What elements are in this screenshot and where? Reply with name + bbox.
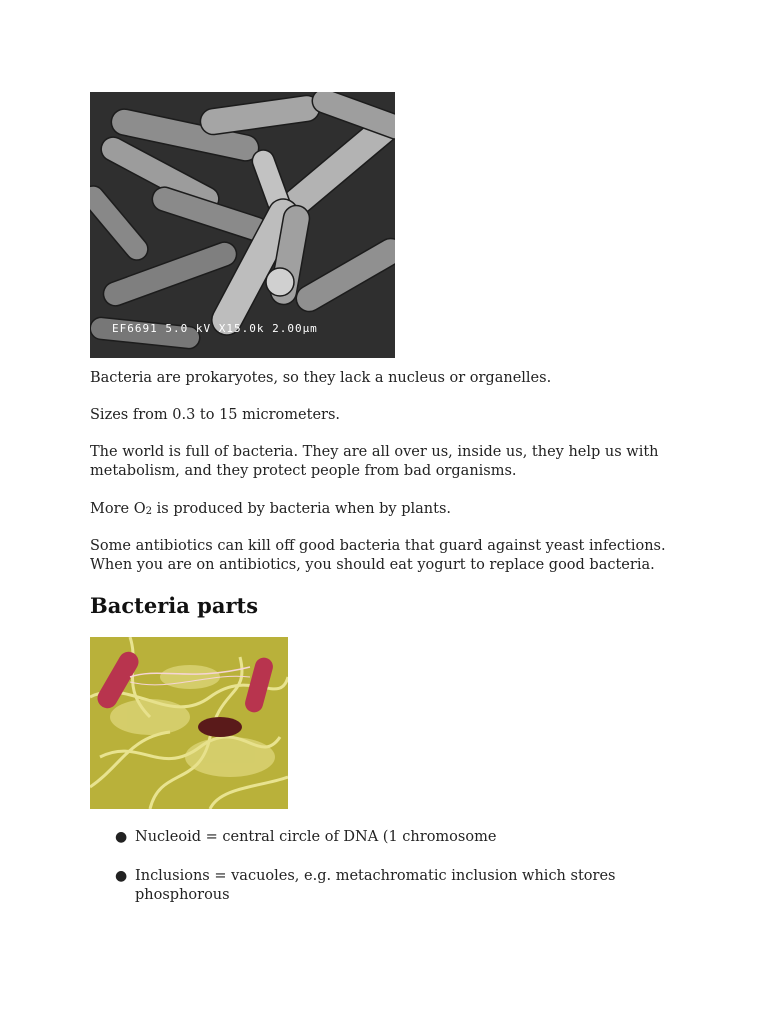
oxygen-subscript: 2	[145, 506, 153, 517]
section-heading: Bacteria parts	[90, 593, 259, 618]
bacteria-micrograph-image	[90, 92, 395, 358]
list-item-text: Nucleoid = central circle of DNA (1 chromosome	[135, 829, 497, 845]
paragraph-oxygen	[90, 500, 680, 521]
bullet-dot: ●	[115, 868, 128, 884]
bacteria-cell-image	[90, 637, 288, 809]
paragraph-world: The world is full of bacteria. They are all over us, inside us, they help us with metabolism, and they protect people from bad organisms.	[90, 444, 659, 479]
stained-cell-illustration	[90, 637, 288, 809]
oxygen-suffix: is produced by bacteria when by plants.	[152, 501, 452, 517]
list-item	[90, 867, 680, 905]
list-item-text: Inclusions = vacuoles, e.g. metachromatic inclusion which stores phosphorous	[135, 868, 616, 903]
oxygen-prefix: More O	[90, 501, 146, 517]
micrograph-illustration	[90, 92, 395, 358]
bacteria-parts-list	[90, 828, 680, 925]
paragraph-prokaryotes: Bacteria are prokaryotes, so they lack a nucleus or organelles.	[90, 370, 552, 386]
paragraph-antibiotics: Some antibiotics can kill off good bacteria that guard against yeast infections. When you are on antibiotics, you should eat yogurt to replace good bacteria.	[90, 538, 666, 573]
paragraph-sizes: Sizes from 0.3 to 15 micrometers.	[90, 407, 341, 423]
micrograph-caption: EF6691 5.0 kV X15.0k 2.00µm	[112, 322, 318, 335]
bullet-dot: ●	[115, 829, 128, 845]
list-item	[90, 828, 680, 847]
